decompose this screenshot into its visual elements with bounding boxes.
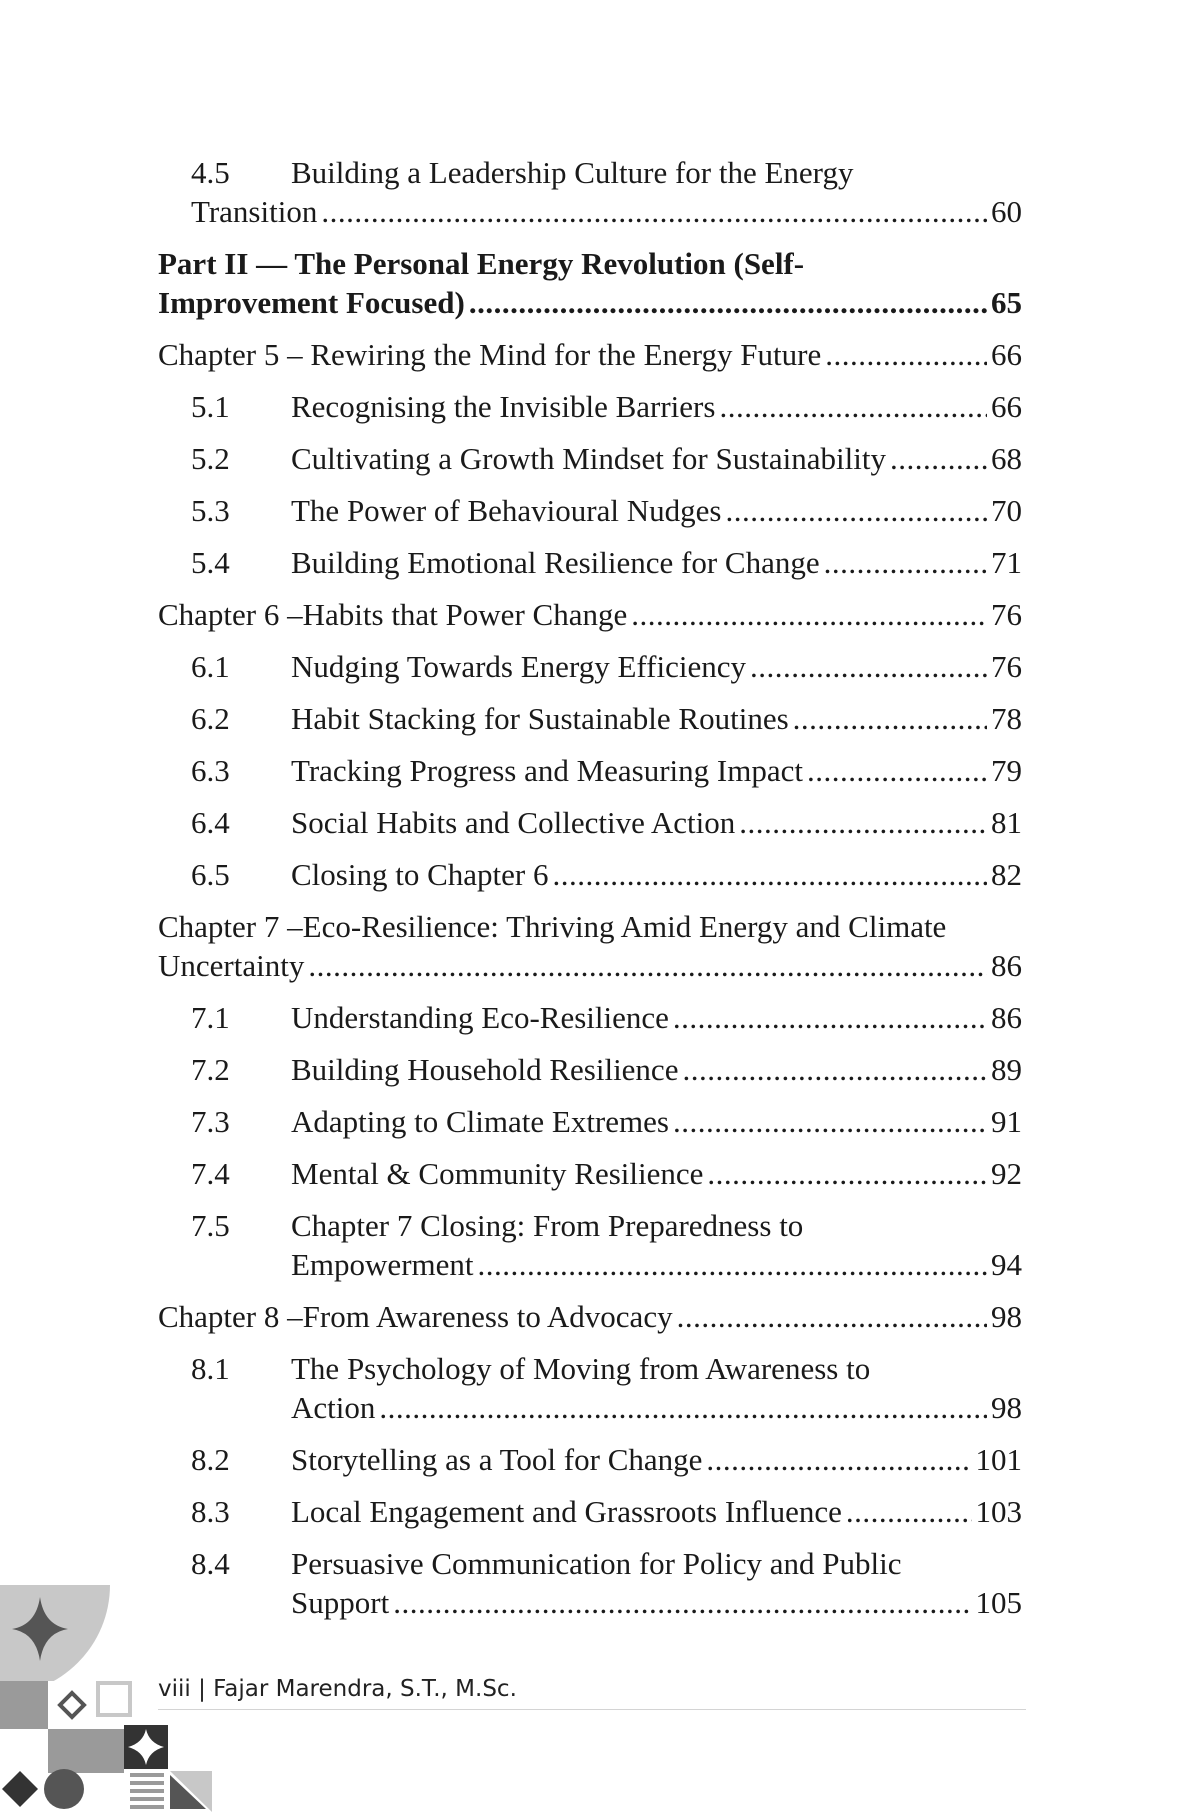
- toc-page-number: 86: [991, 1000, 1022, 1035]
- toc-entry-title: Mental & Community Resilience: [291, 1156, 704, 1191]
- toc-section-entry[interactable]: [158, 387, 1022, 426]
- toc-entry-title: Uncertainty: [158, 948, 305, 983]
- toc-entry-title: Chapter 6 –Habits that Power Change: [158, 597, 628, 632]
- toc-leader-dots: [825, 335, 987, 374]
- toc-entry-title: Improvement Focused): [158, 285, 465, 320]
- toc-leader-dots: [750, 647, 987, 686]
- toc-entry-title: Persuasive Communication for Policy and Public: [291, 1546, 902, 1581]
- toc-entry-title: Building Emotional Resilience for Change: [291, 545, 820, 580]
- toc-chapter-entry[interactable]: [158, 595, 1022, 634]
- toc-leader-dots: [673, 1102, 987, 1141]
- toc-section-number: 8.3: [191, 1494, 230, 1529]
- toc-section-number: 6.1: [191, 649, 230, 684]
- toc-section-number: 6.2: [191, 701, 230, 736]
- toc-entry-title: Understanding Eco-Resilience: [291, 1000, 669, 1035]
- toc-page-number: 60: [991, 194, 1022, 229]
- toc-entry-title: Social Habits and Collective Action: [291, 805, 736, 840]
- toc-page-number: 103: [975, 1494, 1022, 1529]
- toc-leader-dots: [824, 543, 987, 582]
- toc-section-number: 7.2: [191, 1052, 230, 1087]
- toc-section-number: 7.3: [191, 1104, 230, 1139]
- toc-section-entry[interactable]: [158, 1102, 1022, 1141]
- toc-leader-dots: [379, 1388, 987, 1427]
- toc-section-entry[interactable]: [158, 543, 1022, 582]
- ornament-square-icon: [0, 1681, 48, 1729]
- toc-section-entry[interactable]: [158, 647, 1022, 686]
- toc-part-entry[interactable]: [158, 244, 1022, 322]
- toc-entry-title: Nudging Towards Energy Efficiency: [291, 649, 746, 684]
- toc-entry-title: Support: [291, 1585, 390, 1620]
- toc-chapter-entry[interactable]: [158, 1297, 1022, 1336]
- toc-entry-title: Action: [291, 1390, 376, 1425]
- toc-section-entry[interactable]: [158, 699, 1022, 738]
- toc-page-number: 65: [991, 285, 1022, 320]
- toc-section-number: 4.5: [191, 155, 230, 190]
- toc-section-entry[interactable]: [158, 1349, 1022, 1427]
- toc-leader-dots: [706, 1440, 971, 1479]
- toc-entry-title: The Power of Behavioural Nudges: [291, 493, 722, 528]
- toc-page-number: 76: [991, 649, 1022, 684]
- toc-section-entry[interactable]: [158, 751, 1022, 790]
- toc-section-entry[interactable]: [158, 1440, 1022, 1479]
- ornament-outline-square-icon: [98, 1683, 130, 1715]
- toc-leader-dots: [673, 998, 987, 1037]
- toc-page-number: 101: [975, 1442, 1022, 1477]
- toc-section-entry[interactable]: [158, 1544, 1022, 1622]
- ornament-quarter-circle-icon: [0, 1585, 110, 1695]
- toc-section-entry[interactable]: [158, 153, 1022, 231]
- toc-section-entry[interactable]: [158, 803, 1022, 842]
- toc-entry-title: Building a Leadership Culture for the Energy: [291, 155, 854, 190]
- toc-entry-title: Tracking Progress and Measuring Impact: [291, 753, 803, 788]
- toc-section-number: 6.5: [191, 857, 230, 892]
- toc-leader-dots: [846, 1492, 972, 1531]
- toc-page-number: 70: [991, 493, 1022, 528]
- toc-page-number: 81: [991, 805, 1022, 840]
- toc-section-entry[interactable]: [158, 998, 1022, 1037]
- toc-leader-dots: [719, 387, 987, 426]
- toc-entry-title: Closing to Chapter 6: [291, 857, 549, 892]
- toc-section-entry[interactable]: [158, 1050, 1022, 1089]
- toc-leader-dots: [308, 946, 987, 985]
- toc-section-number: 5.1: [191, 389, 230, 424]
- toc-entry-title: Habit Stacking for Sustainable Routines: [291, 701, 789, 736]
- toc-section-number: 8.4: [191, 1546, 230, 1581]
- toc-leader-dots: [631, 595, 987, 634]
- toc-section-entry[interactable]: [158, 491, 1022, 530]
- toc-entry-title: Building Household Resilience: [291, 1052, 679, 1087]
- toc-page-number: 71: [991, 545, 1022, 580]
- toc-page-number: 92: [991, 1156, 1022, 1191]
- ornament-circle-icon: [44, 1769, 84, 1809]
- toc-leader-dots: [393, 1583, 971, 1622]
- toc-page-number: 89: [991, 1052, 1022, 1087]
- toc-entry-title: Adapting to Climate Extremes: [291, 1104, 669, 1139]
- toc-leader-dots: [677, 1297, 987, 1336]
- ornament-diamond-tile-icon: [48, 1681, 96, 1729]
- toc-leader-dots: [552, 855, 987, 894]
- toc-section-number: 7.4: [191, 1156, 230, 1191]
- toc-section-entry[interactable]: [158, 439, 1022, 478]
- toc-section-entry[interactable]: [158, 855, 1022, 894]
- toc-section-number: 8.1: [191, 1351, 230, 1386]
- ornament-gray-block-icon: [48, 1729, 124, 1773]
- decorative-ornament-icon: [0, 1585, 212, 1812]
- footer-divider: [158, 1709, 1026, 1710]
- toc-page-number: 66: [991, 337, 1022, 372]
- toc-leader-dots: [793, 699, 987, 738]
- ornament-stripes-icon: [130, 1773, 164, 1809]
- toc-chapter-entry[interactable]: [158, 907, 1022, 985]
- toc-section-entry[interactable]: [158, 1206, 1022, 1284]
- toc-entry-title: Local Engagement and Grassroots Influence: [291, 1494, 842, 1529]
- toc-page-number: 86: [991, 948, 1022, 983]
- toc-page-number: 76: [991, 597, 1022, 632]
- toc-section-number: 5.3: [191, 493, 230, 528]
- toc-page-number: 98: [991, 1299, 1022, 1334]
- toc-leader-dots: [469, 283, 987, 322]
- toc-leader-dots: [890, 439, 987, 478]
- toc-entry-title: The Psychology of Moving from Awareness to: [291, 1351, 871, 1386]
- toc-leader-dots: [725, 491, 987, 530]
- toc-leader-dots: [707, 1154, 987, 1193]
- toc-section-number: 7.5: [191, 1208, 230, 1243]
- toc-page-number: 68: [991, 441, 1022, 476]
- toc-page-number: 79: [991, 753, 1022, 788]
- toc-section-number: 6.4: [191, 805, 230, 840]
- toc-section-number: 7.1: [191, 1000, 230, 1035]
- toc-section-number: 8.2: [191, 1442, 230, 1477]
- toc-entry-title: Transition: [191, 194, 318, 229]
- toc-entry-title: Cultivating a Growth Mindset for Sustainability: [291, 441, 886, 476]
- toc-page-number: 98: [991, 1390, 1022, 1425]
- page-footer: viii | Fajar Marendra, S.T., M.Sc.: [158, 1676, 517, 1702]
- toc-entry-title: Recognising the Invisible Barriers: [291, 389, 716, 424]
- toc-section-entry[interactable]: [158, 1492, 1022, 1531]
- toc-page-number: 82: [991, 857, 1022, 892]
- toc-leader-dots: [478, 1245, 987, 1284]
- toc-section-number: 5.4: [191, 545, 230, 580]
- toc-entry-title: Chapter 5 – Rewiring the Mind for the Energy Future: [158, 337, 822, 372]
- toc-page-number: 94: [991, 1247, 1022, 1282]
- toc-entry-title: Part II — The Personal Energy Revolution (Self-: [158, 246, 805, 281]
- toc-leader-dots: [807, 751, 987, 790]
- toc-page-number: 91: [991, 1104, 1022, 1139]
- toc-entry-title: Chapter 8 –From Awareness to Advocacy: [158, 1299, 673, 1334]
- toc-section-number: 5.2: [191, 441, 230, 476]
- toc-page-number: 66: [991, 389, 1022, 424]
- ornament-left-diamond-icon: [2, 1771, 38, 1807]
- toc-leader-dots: [739, 803, 987, 842]
- toc-section-number: 6.3: [191, 753, 230, 788]
- toc-entry-title: Empowerment: [291, 1247, 474, 1282]
- toc-leader-dots: [682, 1050, 987, 1089]
- toc-chapter-entry[interactable]: [158, 335, 1022, 374]
- toc-leader-dots: [321, 192, 987, 231]
- toc-entry-title: Chapter 7 –Eco-Resilience: Thriving Amid Energy and Climate: [158, 909, 947, 944]
- toc-entry-title: Chapter 7 Closing: From Preparedness to: [291, 1208, 804, 1243]
- toc-page-number: 78: [991, 701, 1022, 736]
- toc-entry-title: Storytelling as a Tool for Change: [291, 1442, 703, 1477]
- toc-page-number: 105: [975, 1585, 1022, 1620]
- toc-section-entry[interactable]: [158, 1154, 1022, 1193]
